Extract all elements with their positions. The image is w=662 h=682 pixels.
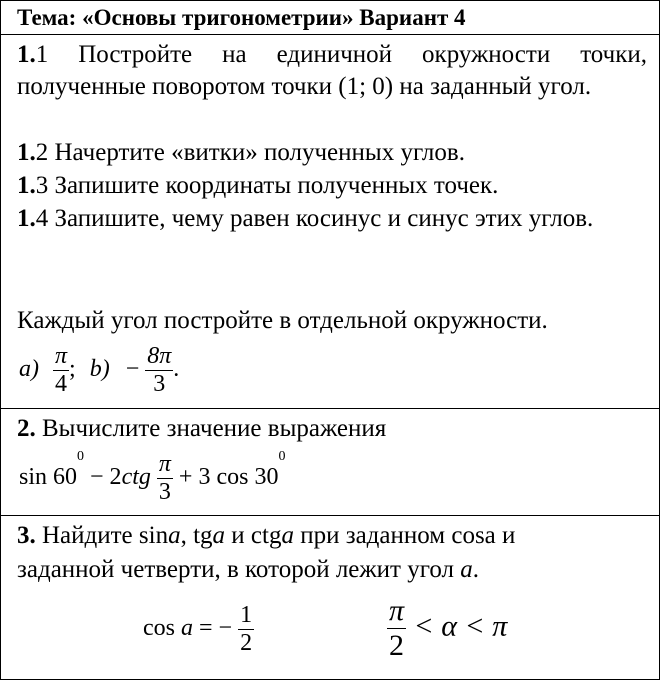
task3-text1: Найдите sin xyxy=(35,522,169,549)
task2-cell xyxy=(1,409,659,516)
expr-numerator: π xyxy=(158,451,171,477)
task1-note: Каждый угол постройте в отдельной окружности. xyxy=(17,307,548,334)
task1-3-number: 1. xyxy=(17,172,36,199)
expr-minus-two: − 2 xyxy=(84,464,122,491)
title-row xyxy=(1,1,659,35)
angle-b-numerator: 8π xyxy=(147,343,172,369)
expr-degree-1: 0 xyxy=(77,449,85,464)
task1-angles xyxy=(19,343,179,398)
task2-expression xyxy=(19,451,285,506)
cos-denominator: 2 xyxy=(240,630,253,656)
angle-b-minus: − xyxy=(125,356,140,383)
expr-ctg: ctg xyxy=(121,464,151,491)
expr-cos: + 3 cos 30 xyxy=(178,464,279,491)
task3-var-a3: a xyxy=(281,522,294,549)
cos-equals: = − xyxy=(193,615,233,642)
angle-a-label: a) xyxy=(19,356,39,383)
task3-number: 3. xyxy=(17,522,36,549)
angle-b-fraction xyxy=(145,343,173,398)
task3-text2: , tg xyxy=(180,522,213,549)
task3-text4: при заданном cosa и xyxy=(293,522,516,549)
cos-condition xyxy=(143,602,254,657)
task2-text: Вычислите значение выражения xyxy=(35,415,387,442)
quarter-inequality: < α < π xyxy=(413,609,508,643)
expr-denominator: 3 xyxy=(157,478,173,506)
cos-var: a xyxy=(181,615,193,642)
quarter-numerator: π xyxy=(389,594,405,627)
angle-a-numerator: π xyxy=(55,343,68,369)
angle-b-label: b) xyxy=(89,356,110,383)
angle-a-denominator: 4 xyxy=(53,370,69,398)
task1-2-number: 1. xyxy=(17,139,36,166)
task3-line2 xyxy=(17,554,479,586)
quarter-fraction xyxy=(387,594,406,663)
task3-var-a1: a xyxy=(168,522,181,549)
task3-line1 xyxy=(17,520,515,552)
task1-4-text: 4 Запишите, чему равен косинус и синус этих углов. xyxy=(35,205,594,232)
task1-4-number: 1. xyxy=(17,205,36,232)
task3-text3: и ctg xyxy=(225,522,282,549)
angle-b-end: . xyxy=(173,356,180,383)
task1-3-text: 3 Запишите координаты полученных точек. xyxy=(35,172,499,199)
task2-number: 2. xyxy=(17,415,36,442)
task1-1-number: 1. xyxy=(17,41,36,68)
task3-var-a2: a xyxy=(212,522,226,549)
cos-fraction xyxy=(238,602,254,657)
quarter-condition xyxy=(387,594,507,663)
task1-4 xyxy=(17,203,647,235)
task2-heading xyxy=(17,413,386,445)
task1-2-text: 2 Начертите «витки» полученных углов. xyxy=(35,139,465,166)
task3-cell xyxy=(1,516,659,681)
worksheet-title: Тема: «Основы тригонометрии» Вариант 4 xyxy=(17,5,466,30)
task1-1-text: 1 Постройте на единичной окружности точки, полученные поворотом точки (1; 0) на заданный угол. xyxy=(17,41,647,100)
task1-1 xyxy=(17,39,647,103)
cos-label: cos xyxy=(143,615,181,642)
angle-separator: ; xyxy=(69,356,76,383)
cos-numerator: 1 xyxy=(240,602,253,628)
expr-fraction xyxy=(157,451,173,506)
expr-sin: sin 60 xyxy=(19,464,78,491)
task1-3 xyxy=(17,170,498,202)
task1-cell xyxy=(1,35,659,409)
quarter-denominator: 2 xyxy=(387,628,406,663)
angle-a-fraction xyxy=(53,343,69,398)
task3-var-a4: a xyxy=(460,556,473,583)
task1-2 xyxy=(17,137,465,169)
task3-text6: . xyxy=(472,556,479,583)
expr-degree-2: 0 xyxy=(278,449,286,464)
angle-b-denominator: 3 xyxy=(145,370,173,398)
task3-text5: заданной четверти, в которой лежит угол xyxy=(17,556,461,583)
